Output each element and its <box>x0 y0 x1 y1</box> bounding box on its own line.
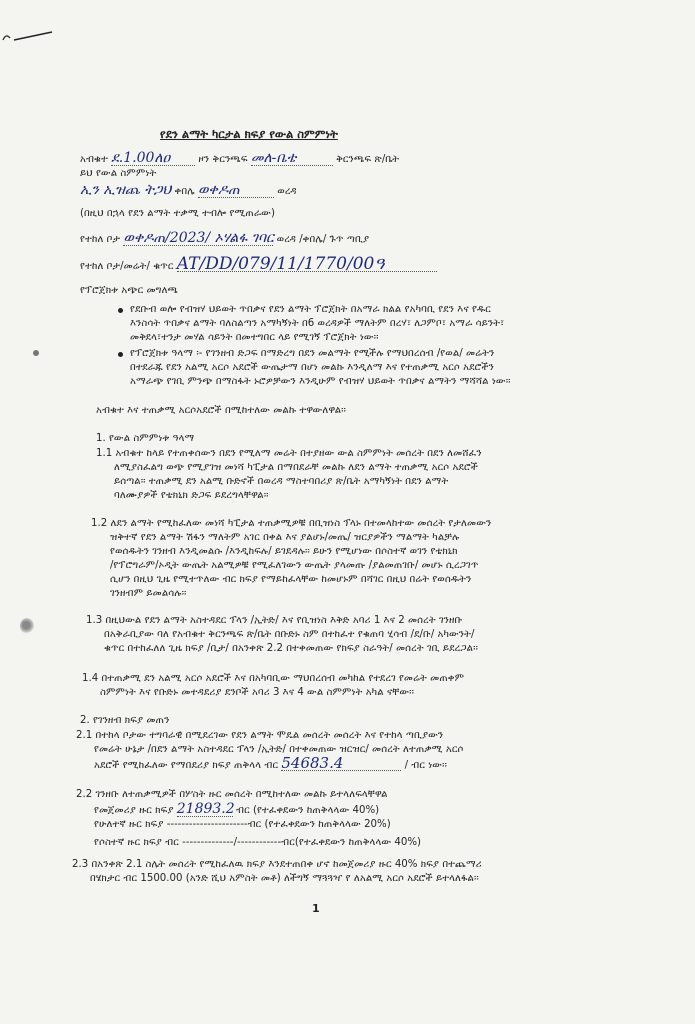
land-number-line: የተከለ ቦታ/መሬት/ ቁጥር AT/DD/079/11/1770/00ዓ <box>80 258 437 273</box>
clause-2-2-second-payment: የሁለተኛ ዙር ክፍያ ----------------------ብር (የተፈቀደውን ከጠቅላላው 20%) <box>94 819 391 830</box>
clause-1-2-line-4: /የፕሮግራም/ኦዲት ውጤት አልሚዎቹ የሚፈለገውን ውጤት ያላመጡ /ያልመጠገቡ/ መሆኑ ሲረጋገጥ <box>110 560 479 571</box>
clause-2-3-line-1: 2.3 በአንቀጽ 2.1 ስሌት መሰረት የሚከፈለዉ ክፍያ እንደተጠበቀ ሆኖ ከመጀመሪያ ዙር 40% ክፍያ በተጨማሪ <box>72 859 482 870</box>
clause-1-3-line-2: በአቅራቢያው ባለ የአብቁተ ቅርንጫፍ ጽ/ቤት በቡድኑ ስም በተከፈተ የቁጠባ ሂሳብ /ደ/ቡ/ አካውንት/ <box>104 629 475 640</box>
clause-1-2-line-6: ገንዘብም ይመልሳሉ፡፡ <box>110 588 187 599</box>
clause-1-2-line-5: ሲሆን በዚህ ጊዜ የሚተጥለው ብር ክፍያ የማይከፈላቸው ከመሆኑም በሻገር በዚህ በሬት የወሰዱትን <box>110 574 472 585</box>
bullet-1-line-2: እንስሳት ጥበቃና ልማት ባለስልጣን አማካኝነት በ6 ወረዳዎች ማለትም በረሃ፣ ለጋምቦ፣ አማራ ሳይንት፣ <box>130 318 505 329</box>
clause-1-3-line-3: ቁጥር በተከፈለለ ጊዜ ክፍያ /ቢታ/ በአንቀጽ 2.2 በተቀመጠው የክፍያ ስራዓት/ መሰረት ገቢ ይደረጋል፡፡ <box>104 643 478 654</box>
handwritten-first-payment: 21893.2 <box>176 801 235 817</box>
ink-dot-mark <box>33 350 39 356</box>
beneficiary-note: (በዚህ በኋላ የደን ልማት ተቃሚ ተብሎ የሚጠራው) <box>80 208 275 219</box>
bullet-1-line-1: የደቡብ ወሎ የብዝሃ ህይወት ጥበቃና የደን ልማት ፕሮጀክት በአማራ ክልል የአካባቢ የደን እና የዱር <box>130 304 491 315</box>
parties-statement: አብቁተ እና ተጠቃሚ አርሶአደሮች በሚከተለው መልኩ ተዋውለዋል፡፡ <box>96 405 346 416</box>
handwritten-group-name: ኢን ኢዝጨ ትጋህ <box>80 182 172 198</box>
clause-2-1-line-2: የመሬት ሁኔታ /በደን ልማት አስተዳደር ፕላን /ኢትድ/ በተቀመጠው ዝርዝር/ መሰረት ለተጠቃሚ አርሶ <box>94 744 464 755</box>
agreement-intro: ይህ የውል ስምምነት <box>80 168 157 179</box>
handwritten-plant-site: ወቀዶጠ/2023/ ኦሃልፋ ገባር <box>123 230 274 246</box>
bullet-2-line-2: በተደራጁ የደን አልሚ አርሶ አደሮች ውጤታማ በሆነ መልኩ እንዲለማ እና የተጠቃሚ አርሶ አደሮችን <box>130 362 494 373</box>
document-title: የደን ልማት ካርታል ክፍያ የውል ስምምነት <box>160 127 338 141</box>
handwritten-branch-name: መለ-ቤቴ <box>251 152 333 166</box>
handwritten-land-number: AT/DD/079/11/1770/00ዓ <box>177 258 437 272</box>
plant-site-line: የተከለ ቦታ ወቀዶጠ/2023/ ኦሃልፋ ገባር ወረዳ /ቀበሌ/ ጉጥ ጣቢያ <box>80 230 370 246</box>
clause-2-2-third-payment: የሶስተኛ ዙር ክፍያ ብር --------------/------------ብር(የተፈቀደውን ከጠቅላላው 40%) <box>94 837 422 848</box>
handwritten-total-amount: 54683.4 <box>281 757 401 771</box>
clause-2-3-line-2: በሄክታር ብር 1500.00 (አንድ ሺህ አምስት መቶ) ለችግኝ ማጓጓዣ የ ለአልሚ አርሶ አደሮች ይተላለፋል፡፡ <box>90 873 479 884</box>
bullet-1 <box>118 308 123 313</box>
clause-1-1-line-2: ለሚያስፈልግ ወጭ የሚያገዝ መነሻ ካፒታል በማበደራቸ መልኩ ለደን ልማት ተጠቃሚ አርሶ አደሮች <box>114 462 478 473</box>
clause-1-2-line-2: ዝቅተኛ የደን ልማት ሽፋን ማለትም አገር በቀል እና ያልሆኑ/መጤ/ ዝርያዎችን ማልማት ካልቻሉ <box>110 532 460 543</box>
clause-1-2-line-1: 1.2 ለደን ልማት የሚከፈለው መነሻ ካፒታል ተጠቃሚዎቹ በቢዝነስ ፕላኑ በተመላከተው መሰረት የታለመውን <box>91 518 492 529</box>
bullet-2 <box>118 352 123 357</box>
clause-1-4-line-2: ስምምነት እና የቡድኑ መተዳደሪያ ደንቦች አባሪ 3 እና 4 ውል ስምምነት አካል ናቸው፡፡ <box>100 687 414 698</box>
clause-2-2-line-1: 2.2 ገንዘቡ ለተጠቃሚዎች በሦስት ዙር መሰረት በሚከተለው መልኩ ይተላለፍላቸዋል <box>76 789 388 800</box>
page-number: 1 <box>312 902 320 915</box>
clause-1-1-line-4: ባለሙያዎች የቴክኒክ ድጋፍ ይደረግላቸዋል፡፡ <box>114 490 269 501</box>
beneficiary-line: ኢን ኢዝጨ ትጋህ ቀበሌ ወቀዶጠ ወረዳ <box>80 182 297 198</box>
punch-hole-mark <box>20 618 34 634</box>
clause-2-1-line-3: አደሮች የሚከፈለው የማበደሪያ ክፍያ ጠቅላላ ብር 54683.4 / ብር ነው፡፡ <box>94 754 447 772</box>
bullet-2-line-1: የፕሮጀክቱ ዓላማ ፡- የገንዘብ ድጋፍ በማድረግ በደን መልማት የሚችሉ የማህበረሰብ /የወል/ መሬትን <box>130 348 495 359</box>
corner-pen-mark <box>0 18 60 48</box>
clause-2-1-line-1: 2.1 በተከላ ቦታው ተግባራዊ በሚደረገው የደን ልማት ሞዴል መሰረት መሰረት እና የተከላ ጣቢያውን <box>76 730 444 741</box>
handwritten-kebele: ወቀዶጠ <box>198 184 274 198</box>
clause-1-1-line-1: 1.1 አብቁተ ከላይ የተጠቀሰውን በደን የሚለማ መሬት በተያዘው ውል ስምምነት መሰረት በደን ለመሸፈን <box>96 448 482 459</box>
bullet-2-line-3: አማራጭ የገቢ ምንጭ በማስፋት ኑሮዎቻውን እንዲሁም የብዝሃ ህይወት ጥበቃና ልማትን ማሻሻል ነው፡፡ <box>130 376 511 387</box>
section-2-heading: 2. የገንዘብ ክፍያ መጠን <box>80 715 170 726</box>
bullet-1-line-3: መቅደላ፣ተንታ መሃል ሳይንት በመተግበር ላይ የሚገኝ ፕሮጀክት ነው፡፡ <box>130 332 379 343</box>
clause-1-4-line-1: 1.4 በተጠቃሚ ደን አልሚ አርሶ አደሮች እና በአካባቢው ማህበረሰብ መካከል የተደረገ የመሬት መጠቀም <box>82 673 465 684</box>
section-1-heading: 1. የውል ስምምነቱ ዓላማ <box>96 433 195 444</box>
clause-1-3-line-1: 1.3 በዚህውል የደን ልማት አስተዳደር ፕላን /ኢትድ/ እና የቢዝነስ እቅድ አባሪ 1 እና 2 መሰረት ገንዘቡ <box>86 615 463 626</box>
branch-line: አብቁተ ደ.1.00ለዐ ዞን ቅርንጫፍ መለ-ቤቴ ቅርንጫፍ ጽ/ቤት <box>80 150 400 166</box>
handwritten-branch-code: ደ.1.00ለዐ <box>111 152 195 166</box>
clause-2-2-first-payment: የመጀመሪያ ዙር ክፍያ 21893.2 ብር (የተፈቀደውን ከጠቅላላው 40%) <box>94 801 380 817</box>
clause-1-1-line-3: ይሰጣል፡፡ ተጠቃሚ ደን አልሚ ቡድኖች በወረዳ ማስተባበሪያ ጽ/ቤት አማካኝነት በደን ልማት <box>114 476 449 487</box>
clause-1-2-line-3: የወሰዱትን ገንዘብ እንዲመልሱ /እንዲከፍሉ/ ይገደዳሉ፡፡ ይሁን የሚሆነው በሶስተኛ ወገን የቴክኒክ <box>110 546 458 557</box>
project-summary-heading: የፕሮጀክቱ አጭር መግለጫ <box>80 285 179 296</box>
